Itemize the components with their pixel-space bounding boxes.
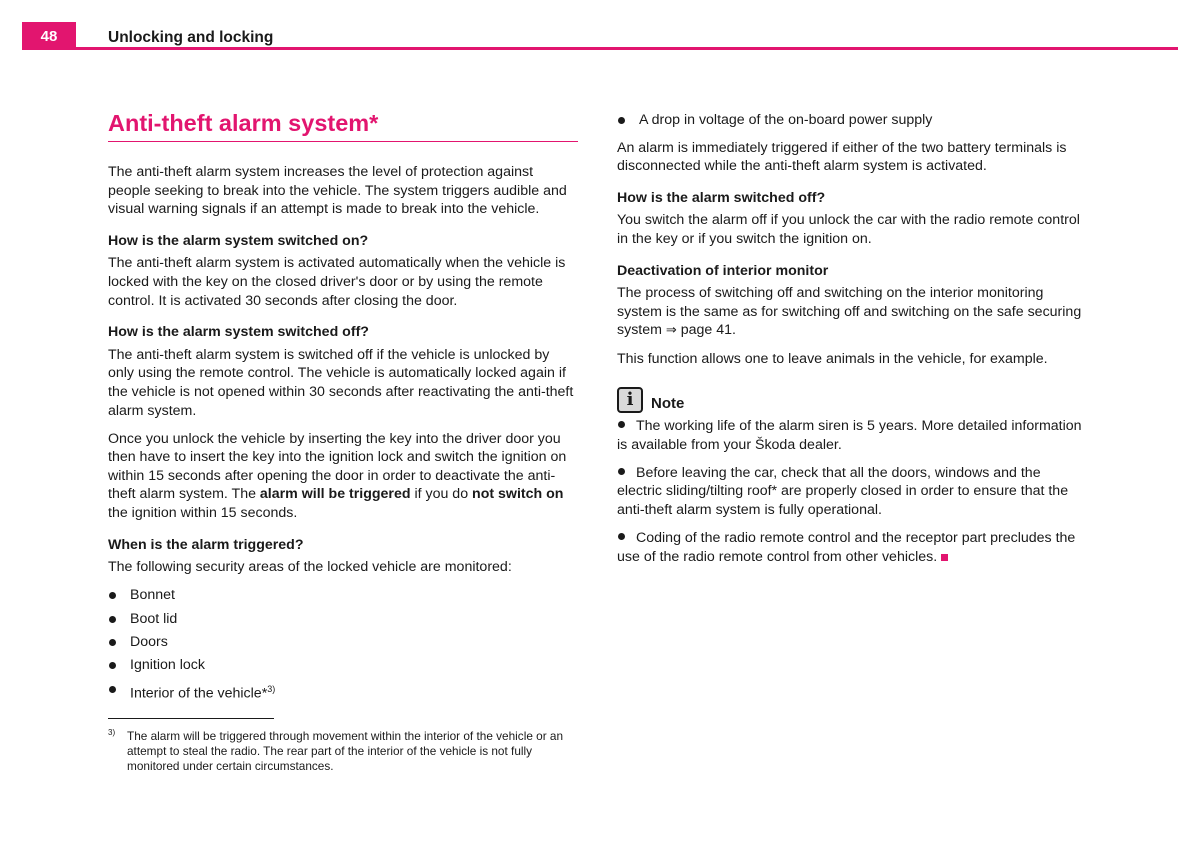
unlock-text-2: if you do	[410, 486, 473, 503]
footnote-text: The alarm will be triggered through movement within the interior of the vehicle or an attempt to steal the radio. The rear part of the interior of the vehicle is not fully monitored under certain circumstances.	[127, 729, 564, 774]
list-item: Bonnet	[108, 586, 578, 605]
unlock-bold-1: alarm will be triggered	[259, 486, 411, 503]
alarm-off-paragraph: You switch the alarm off if you unlock the car with the radio remote control in the key or if you switch the ignition on.	[617, 212, 1080, 247]
page-number-badge	[22, 22, 76, 50]
list-item	[108, 680, 578, 703]
switched-off-paragraph: The anti-theft alarm system is switched off if the vehicle is unlocked by only using the remote control. The vehicle is automatically locked again if the vehicle is not opened within 30 seconds after reactivating the anti-theft alarm system.	[108, 346, 574, 419]
deactivation-paragraph	[617, 284, 1087, 341]
list-item: Boot lid	[108, 610, 578, 629]
list-item-label: Interior of the vehicle*	[130, 685, 268, 702]
switched-on-paragraph: The anti-theft alarm system is activated automatically when the vehicle is locked with the key on the closed driver's door or by using the remote control. It is activated 30 seconds after closing the door.	[108, 255, 566, 309]
footnote-mark: 3)	[108, 728, 116, 738]
bullet-icon	[618, 533, 625, 540]
section-title: Anti-theft alarm system*	[108, 108, 578, 142]
header-divider	[22, 47, 1178, 50]
note-item-text: Before leaving the car, check that all the doors, windows and the electric sliding/tilting roof* are properly closed in order to ensure that the anti-theft alarm system is fully operational.	[617, 464, 1069, 518]
deactivation-text: The process of switching off and switching on the interior monitoring system is the same as for switching off and switching on the safe securing system	[617, 285, 1082, 339]
monitored-areas-list	[108, 586, 578, 703]
note-header	[617, 387, 1087, 413]
bullet-icon	[618, 468, 625, 475]
footnote-reference: 3)	[267, 683, 276, 694]
section-end-icon	[941, 554, 948, 561]
trigger-conditions-list	[617, 111, 1087, 130]
triggered-paragraph: The following security areas of the locked vehicle are monitored:	[108, 559, 512, 576]
note-item	[617, 464, 1087, 520]
note-item-text: The working life of the alarm siren is 5 years. More detailed information is available from your Škoda dealer.	[617, 418, 1082, 453]
switched-on-heading: How is the alarm system switched on?	[108, 232, 369, 249]
cross-reference-arrow-icon: ⇒	[665, 323, 677, 339]
page-reference[interactable]: page 41.	[680, 322, 736, 339]
unlock-text-1: Once you unlock the vehicle by inserting the key into the driver door you then have to insert the key into the ignition lock and switch the ignition on within 15 seconds after opening the door in order to deactivate the anti-theft alarm system. The	[108, 430, 567, 503]
bullet-icon	[618, 421, 625, 428]
unlock-text-3: the ignition within 15 seconds.	[108, 505, 298, 521]
footnote-divider	[108, 718, 274, 719]
intro-paragraph: The anti-theft alarm system increases the level of protection against people seeking to break into the vehicle. The system triggers audible and visual warning signals if an attempt is made to break into the vehicle.	[108, 164, 567, 218]
note-item	[617, 529, 1087, 566]
left-column	[108, 108, 578, 774]
list-item: A drop in voltage of the on-board power supply	[617, 111, 1087, 130]
note-item	[617, 417, 1087, 454]
right-column	[617, 111, 1087, 576]
switched-off-heading: How is the alarm system switched off?	[108, 324, 369, 341]
page-number: 48	[40, 27, 58, 45]
note-title: Note	[651, 395, 685, 413]
battery-paragraph: An alarm is immediately triggered if either of the two battery terminals is disconnected while the anti-theft alarm system is activated.	[617, 139, 1067, 175]
triggered-heading: When is the alarm triggered?	[108, 536, 304, 553]
info-icon: i	[617, 387, 643, 413]
list-item: Doors	[108, 633, 578, 652]
unlock-paragraph	[108, 430, 578, 523]
unlock-bold-2: not switch on	[472, 486, 564, 503]
note-item-text: Coding of the radio remote control and the receptor part precludes the use of the radio remote control from other vehicles.	[617, 530, 1076, 565]
chapter-title: Unlocking and locking	[108, 29, 274, 46]
footnote	[108, 729, 578, 774]
alarm-off-heading: How is the alarm switched off?	[617, 189, 826, 206]
deactivation-heading: Deactivation of interior monitor	[617, 262, 829, 279]
animals-paragraph: This function allows one to leave animals in the vehicle, for example.	[617, 351, 1048, 368]
list-item: Ignition lock	[108, 656, 578, 675]
